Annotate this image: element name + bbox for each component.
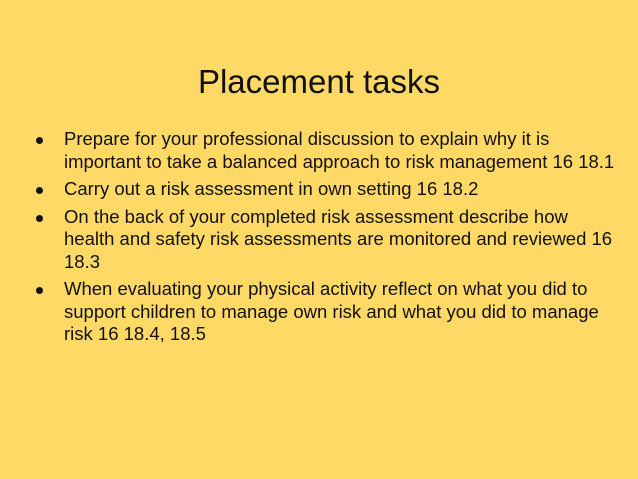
slide-title: Placement tasks xyxy=(197,63,441,101)
bullet-text: On the back of your completed risk assessment describe how health and safety risk assessments are monitored and reviewed 16 18.3 xyxy=(64,205,613,272)
bullet-item-4 xyxy=(30,278,615,346)
bullet-item-1 xyxy=(30,128,615,173)
bullet-icon xyxy=(36,137,43,144)
bullet-text: Carry out a risk assessment in own setting 16 18.2 xyxy=(64,178,479,199)
bullet-icon xyxy=(36,287,43,294)
bullet-item-2 xyxy=(30,178,615,201)
bullet-icon xyxy=(36,215,43,222)
bullet-icon xyxy=(36,187,43,194)
bullet-text: When evaluating your physical activity reflect on what you did to support children to manage own risk and what you did to manage risk 16 18.4, 18.5 xyxy=(64,278,599,344)
bullet-item-3 xyxy=(30,206,615,274)
bullet-text: Prepare for your professional discussion to explain why it is important to take a balanced approach to risk management 16 18.1 xyxy=(64,128,615,172)
bullet-list xyxy=(30,128,615,351)
